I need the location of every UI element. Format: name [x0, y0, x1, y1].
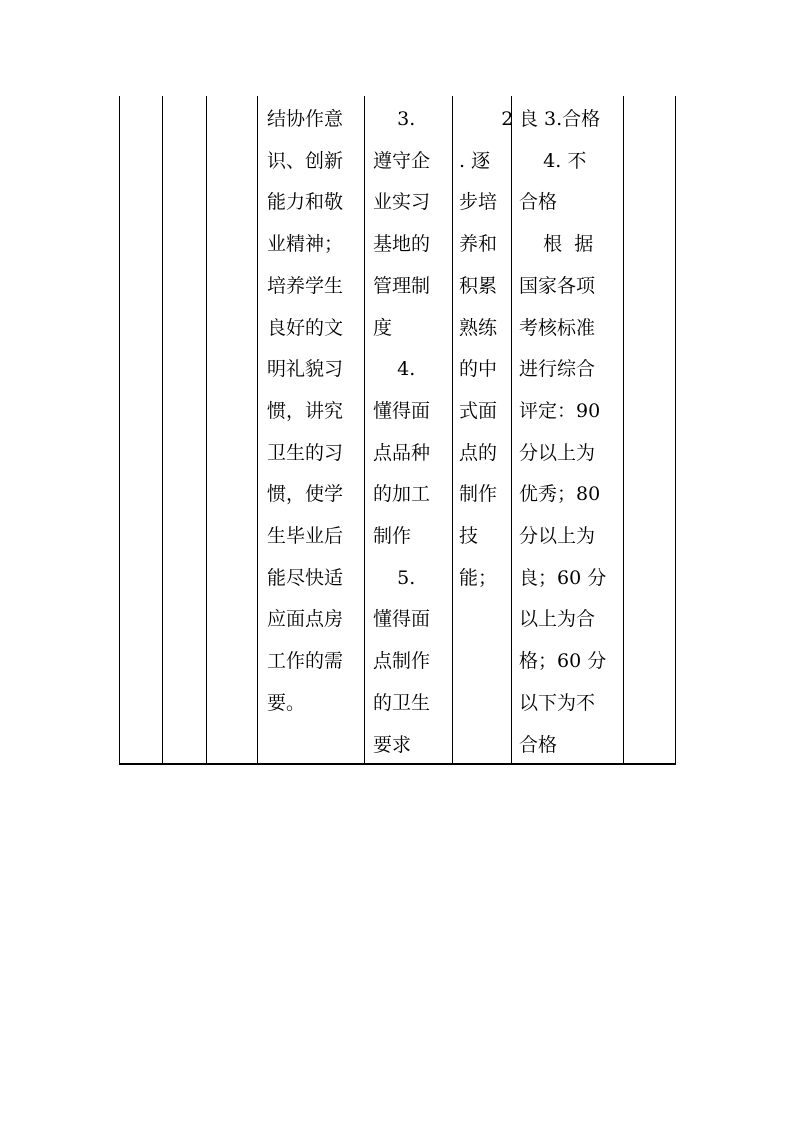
cell-text-line: 良好的文	[267, 316, 344, 339]
table-rule	[119, 96, 120, 764]
cell-text-line: 4.	[373, 358, 416, 381]
cell-text-line: 格；60 分	[519, 650, 607, 673]
cell-text-line: 结协作意	[267, 108, 344, 130]
table-rule	[511, 96, 512, 764]
cell-text-line: 5.	[373, 566, 416, 589]
cell-text-line: 生毕业后	[267, 525, 344, 547]
cell-text-line: 评定：90	[519, 399, 601, 422]
cell-text-line: 识、创新	[267, 149, 344, 172]
table-cell-content	[373, 96, 451, 762]
table-rule	[162, 96, 163, 764]
cell-text-line: 惯，讲究	[267, 399, 344, 422]
cell-text-line: 遵守企	[373, 149, 431, 172]
cell-text-line: 的卫生	[373, 691, 431, 714]
cell-text-line: 优秀；80	[519, 483, 601, 506]
cell-text-line: 应面点房	[267, 608, 344, 631]
cell-text-line: 养和	[459, 233, 498, 256]
cell-text-line: 工作的需	[267, 650, 344, 673]
cell-text-line: 良；60 分	[519, 566, 607, 589]
cell-text-line: 懂得面	[373, 399, 431, 422]
cell-text-line: 卫生的习	[267, 441, 344, 464]
cell-text-line: 2	[459, 108, 514, 130]
cell-text-line: 以下为不	[519, 691, 596, 714]
cell-text-line: 的加工	[373, 483, 431, 506]
cell-text-line: 能力和敬	[267, 191, 344, 214]
cell-text-line: 良 3.合格	[519, 108, 601, 130]
cell-text-line: 技	[459, 525, 479, 547]
cell-text-line: 根 据	[519, 233, 594, 256]
table-rule	[623, 96, 624, 764]
cell-text-line: 点制作	[373, 650, 431, 673]
table-cell-assessment	[519, 96, 619, 762]
cell-text-line: 进行综合	[519, 358, 596, 381]
cell-text-line: 惯，使学	[267, 483, 344, 506]
cell-text-line: 步培	[459, 191, 498, 214]
table-cell-skills	[459, 96, 514, 762]
cell-text-line: 分以上为	[519, 525, 596, 547]
cell-text-line: 分以上为	[519, 441, 596, 464]
cell-text-line: 的中	[459, 358, 498, 381]
cell-text-line: 能；	[459, 566, 498, 589]
cell-text-line: 培养学生	[267, 274, 344, 297]
cell-text-line: 要求	[373, 733, 412, 756]
cell-text-line: 要。	[267, 691, 306, 714]
cell-text-line: 能尽快适	[267, 566, 344, 589]
cell-text-line: 点品种	[373, 441, 431, 464]
table-rule	[364, 96, 365, 764]
table-cell-objectives	[267, 96, 362, 762]
cell-text-line: 考核标准	[519, 316, 596, 339]
cell-text-line: 业实习	[373, 191, 431, 214]
cell-text-line: 明礼貌习	[267, 358, 344, 381]
cell-text-line: 业精神；	[267, 233, 344, 256]
table-rule	[675, 96, 676, 764]
cell-text-line: 度	[373, 316, 393, 339]
cell-text-line: 管理制	[373, 274, 431, 297]
table-rule	[257, 96, 258, 764]
cell-text-line: 3.	[373, 108, 416, 130]
cell-text-line: 合格	[519, 191, 558, 214]
cell-text-line: 积累	[459, 274, 498, 297]
cell-text-line: 4. 不	[519, 149, 587, 172]
cell-text-line: 点的	[459, 441, 498, 464]
cell-text-line: 合格	[519, 733, 558, 756]
cell-text-line: 国家各项	[519, 274, 596, 297]
assessment-table	[119, 96, 676, 764]
cell-text-line: 制作	[373, 525, 412, 547]
cell-text-line: 以上为合	[519, 608, 596, 631]
table-rule	[452, 96, 453, 764]
cell-text-line: 懂得面	[373, 608, 431, 631]
cell-text-line: 基地的	[373, 233, 431, 256]
cell-text-line: 制作	[459, 483, 498, 506]
table-bottom-rule	[119, 763, 676, 765]
cell-text-line: . 逐	[459, 149, 491, 172]
table-rule	[206, 96, 207, 764]
cell-text-line: 熟练	[459, 316, 498, 339]
cell-text-line: 式面	[459, 399, 498, 422]
